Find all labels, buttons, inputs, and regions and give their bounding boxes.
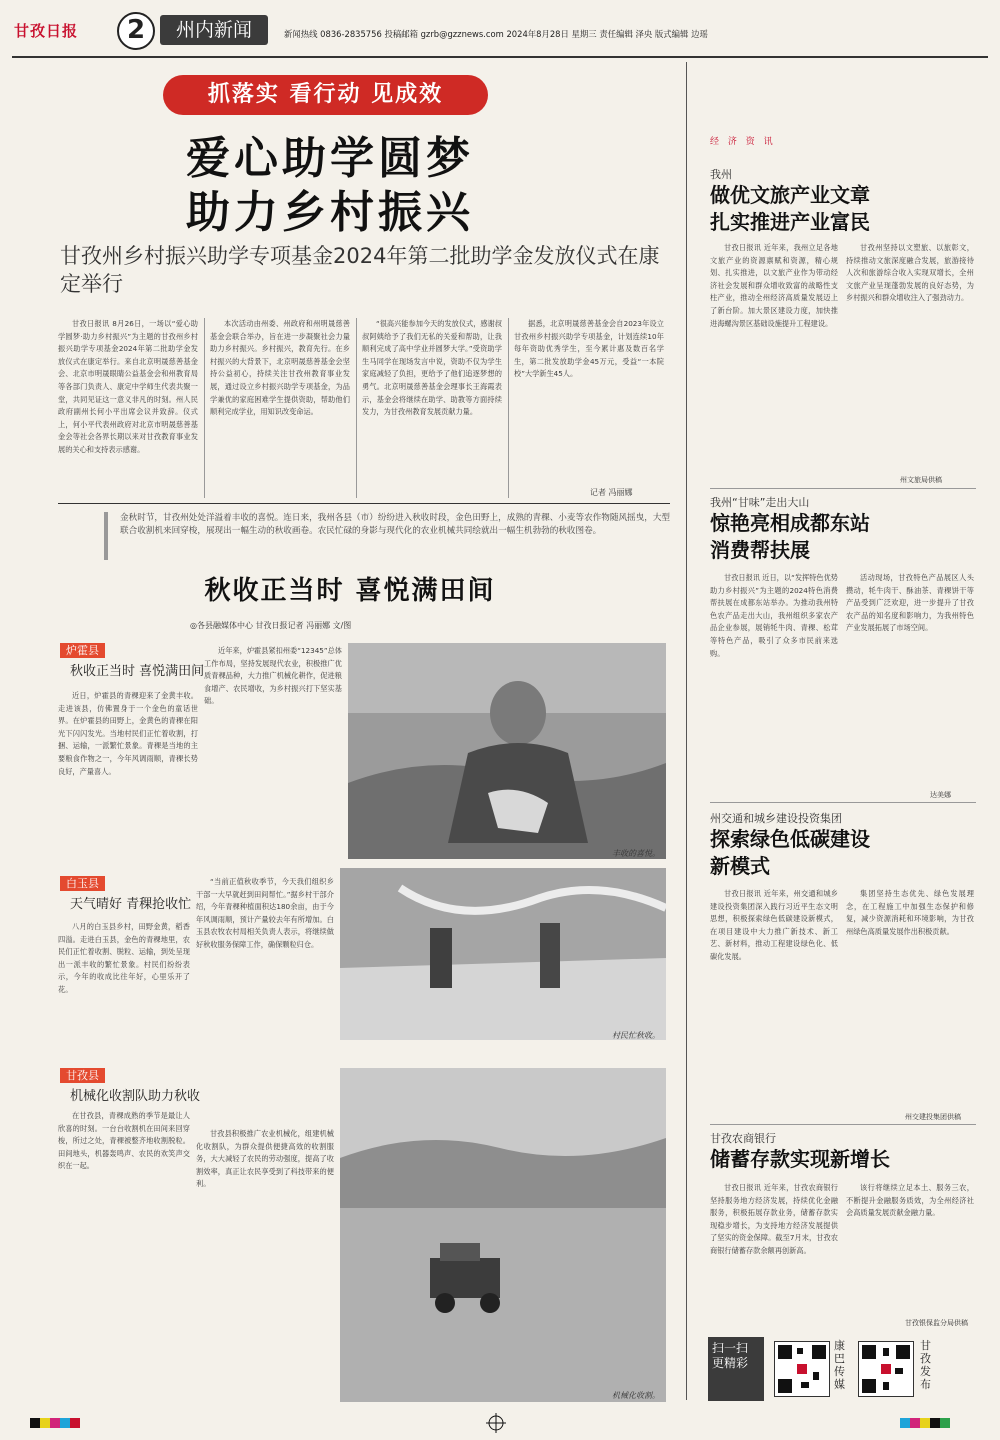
story1-headline-line2: 扎实推进产业富民	[710, 210, 870, 234]
ganzi-column-2: 甘孜县积极推广农业机械化，组建机械化收割队，为群众提供便捷高效的收割服务，大大减轻了农民的劳动强度，提高了收割效率，真正让农民享受到了科技带来的便利。	[196, 1129, 334, 1189]
photo-luhuo-farmer	[348, 643, 666, 859]
quote-mark	[104, 512, 108, 560]
masthead-rule	[12, 56, 988, 58]
page-column-divider	[686, 62, 687, 1400]
campaign-banner: 抓落实 看行动 见成效	[163, 75, 488, 115]
lead-column-1: 甘孜日报讯 8月26日，一场以“爱心助学圆梦·助力乡村振兴”为主题的甘孜州乡村振兴助学专项基金2024年第二批助学金发放仪式在康定举行。来自北京明晟慈善基金会、北京市明晟眼睛公益基金会和州教育局等各部门负责人、康定中学师生代表共聚一堂，共同见证这一意义非凡的时刻。州人民政府副州长何小平出席会议并致辞。仪式上，何小平代表州政府对北京市明晟慈善基金会等社会各界长期以来对甘孜教育事业发展的关心和支持表示感谢。	[58, 319, 198, 454]
story1-column-1: 甘孜日报讯 近年来，我州立足各地文旅产业的资源禀赋和资源，精心规划、扎实推进，以文旅产业作为带动经济社会发展和群众增收致富的战略性支柱产业，推动全州经济高质量发展迈上了新台阶。加大景区建设力度，加快推进海螺沟景区基础设施提升工程建设。	[710, 243, 838, 328]
column-divider	[356, 318, 357, 498]
photo-baiyu-harvest	[340, 868, 666, 1040]
story1-headline	[710, 182, 870, 236]
story1-kicker: 我州	[710, 168, 732, 181]
lead-headline-line1: 爱心助学圆梦	[186, 133, 474, 184]
caption-luhuo: 丰收的喜悦。	[612, 849, 660, 858]
story3-headline-line2: 新模式	[710, 854, 770, 878]
story2-kicker: 我州“甘味”走出大山	[710, 496, 810, 509]
story3-sign: 州交建投集团供稿	[905, 1113, 961, 1121]
qr-code-kangba[interactable]	[774, 1341, 830, 1397]
column-divider	[204, 318, 205, 498]
story3-column-1: 甘孜日报讯 近年来，州交通和城乡建设投资集团深入践行习近平生态文明思想，积极探索绿色低碳建设新模式，在项目建设中大力推广新技术、新工艺、新材料，推动工程建设绿色化、低碳化发展。	[710, 889, 838, 961]
scan-label: 扫一扫 更精彩	[708, 1337, 764, 1401]
story3-column-2: 集团坚持生态优先、绿色发展理念，在工程施工中加强生态保护和修复，减少资源消耗和环境影响，为甘孜州绿色高质量发展作出积极贡献。	[846, 889, 974, 936]
photo-ganzi-harvester	[340, 1068, 666, 1402]
qr2-label: 甘孜发布	[920, 1339, 931, 1391]
section-title: 州内新闻	[160, 15, 268, 45]
luhuo-column-1: 近日，炉霍县的青稞迎来了金黄丰收。走进该县，仿佛置身于一个金色的童话世界。在炉霍县的田野上，金黄色的青稞在阳光下闪闪发光。当地村民们正忙着收割，打捆、运输，一派繁忙景象。青稞是当地的主要粮食作物之一，今年风调雨顺，青稞长势良好，产量喜人。	[58, 691, 198, 776]
county-tag-baiyu: 白玉县	[60, 876, 105, 891]
story4-headline: 储蓄存款实现新增长	[710, 1147, 890, 1171]
ganzi-column-1: 在甘孜县，青稞成熟的季节是最让人欣喜的时刻。一台台收割机在田间来回穿梭，所过之处，青稞被整齐地收割脱粒。田间地头，机器轰鸣声、农民的欢笑声交织在一起。	[58, 1111, 190, 1171]
sidebar-tag: 经 济 资 讯	[710, 137, 776, 147]
baiyu-column-1: 八月的白玉县乡村，田野金黄，稻香四溢。走进白玉县，金色的青稞地里，农民们正忙着收割、脱粒、运输，到处呈现出一派丰收的繁忙景象。村民们纷纷表示，今年的收成比往年好，心里乐开了花。	[58, 922, 190, 994]
baiyu-column-2: “当前正值秋收季节，今天我们组织乡干部一大早就赶到田间帮忙。”据乡村干部介绍，今年青稞种植面积达180余亩，由于今年风调雨顺，预计产量较去年有所增加。白玉县农牧农村局相关负责人表示，将继续做好秋收服务保障工作，确保颗粒归仓。	[196, 877, 334, 949]
story1-sign: 州文旅局供稿	[900, 476, 942, 484]
story3-headline	[710, 826, 870, 880]
qr1-label: 康巴传媒	[834, 1339, 845, 1391]
story4-kicker: 甘孜农商银行	[710, 1132, 776, 1145]
story2-headline-line2: 消费帮扶展	[710, 538, 810, 562]
story3-headline-line1: 探索绿色低碳建设	[710, 827, 870, 851]
masthead-meta: 新闻热线 0836-2835756 投稿邮箱 gzrb@gzznews.com 2024年8月28日 星期三 责任编辑 泽央 版式编辑 边瑶	[284, 29, 708, 39]
county-title-baiyu: 天气晴好 青稞抢收忙	[70, 897, 192, 912]
scan-block	[708, 1337, 988, 1403]
luhuo-column-2: 近年来，炉霍县紧扣州委“12345”总体工作布局，坚持发展现代农业，积极推广优质青稞品种，大力推广机械化耕作，促进粮食增产、农民增收，为乡村振兴打下坚实基础。	[204, 646, 342, 706]
qr-code-ganzi[interactable]	[858, 1341, 914, 1397]
column-divider	[508, 318, 509, 498]
story2-headline-line1: 惊艳亮相成都东站	[710, 511, 870, 535]
lead-headline	[120, 132, 540, 240]
harvest-byline: ◎各县融媒体中心 甘孜日报记者 冯丽娜 文/图	[190, 621, 352, 630]
caption-baiyu: 村民忙秋收。	[612, 1031, 660, 1040]
county-title-ganzi: 机械化收割队助力秋收	[70, 1089, 201, 1104]
newspaper-logo: 甘孜日报	[14, 22, 79, 40]
story-divider	[710, 1124, 976, 1125]
story-divider	[710, 802, 976, 803]
story3-kicker: 州交通和城乡建设投资集团	[710, 812, 842, 825]
harvest-headline: 秋收正当时 喜悦满田间	[204, 576, 496, 606]
story2-column-1: 甘孜日报讯 近日，以“发挥特色优势 助力乡村振兴”为主题的2024特色消费帮扶展在成都东站举办。为推动我州特色农产品走出大山，我州组织多家农产品企业参展，展销牦牛肉、青稞、松茸等特色产品，吸引了众多市民前来选购。	[710, 573, 838, 658]
harvest-intro: 金秋时节，甘孜州处处洋溢着丰收的喜悦。连日来，我州各县（市）纷纷进入秋收时段，金色田野上，成熟的青稞、小麦等农作物随风摇曳，大型联合收割机来回穿梭，展现出一幅生动的秋收画卷。农民忙碌的身影与现代化的农业机械共同绘就出一幅生机勃勃的秋收图卷。	[120, 513, 671, 536]
county-title-luhuo: 秋收正当时 喜悦满田间	[70, 664, 205, 679]
section-divider	[58, 503, 670, 504]
story2-column-2: 活动现场，甘孜特色产品展区人头攒动，牦牛肉干、酥油茶、青稞饼干等产品受到广泛欢迎，进一步提升了甘孜农产品的知名度和影响力，为我州特色产业发展拓展了市场空间。	[846, 573, 974, 633]
story1-headline-line1: 做优文旅产业文章	[710, 183, 870, 207]
story1-column-2: 甘孜州坚持以文塑旅、以旅彰文，持续推动文旅深度融合发展，旅游接待人次和旅游综合收入实现双增长，全州文旅产业呈现蓬勃发展的良好态势，为乡村振兴和群众增收注入了强劲动力。	[846, 243, 974, 303]
lead-subheadline: 甘孜州乡村振兴助学专项基金2024年第二批助学金发放仪式在康定举行	[60, 244, 660, 296]
story4-sign: 甘孜银保监分局供稿	[905, 1319, 968, 1327]
story2-sign: 达美娜	[930, 791, 951, 799]
county-tag-ganzi: 甘孜县	[60, 1068, 105, 1083]
registration-bar	[0, 1410, 1000, 1436]
story-divider	[710, 488, 976, 489]
story4-column-1: 甘孜日报讯 近年来，甘孜农商银行坚持服务地方经济发展，持续优化金融服务，积极拓展存款业务，储蓄存款实现稳步增长，为支持地方经济发展提供了坚实的资金保障。截至7月末，甘孜农商银行储蓄存款余额再创新高。	[710, 1183, 838, 1255]
page-number: 2	[117, 12, 155, 50]
lead-headline-line2: 助力乡村振兴	[186, 187, 474, 238]
story2-headline	[710, 510, 870, 564]
county-tag-luhuo: 炉霍县	[60, 643, 105, 658]
lead-column-2: 本次活动由州委、州政府和州明晟慈善基金会联合举办，旨在进一步凝聚社会力量助力乡村振兴。乡村振兴，教育先行。在乡村振兴的大背景下，北京明晟慈善基金会坚持公益初心，持续关注甘孜州教育事业发展，通过设立乡村振兴助学专项基金，为品学兼优的家庭困难学生提供资助，帮助他们顺利完成学业，用知识改变命运。	[210, 319, 350, 417]
lead-reporter: 记者 冯丽娜	[590, 488, 633, 497]
lead-column-4: 据悉，北京明晟慈善基金会自2023年设立甘孜州乡村振兴助学专项基金，计划连续10年每年资助优秀学生，至今累计惠及数百名学生，第二批发放助学金45万元，受益“一本院校”大学新生45人。	[514, 319, 664, 379]
caption-ganzi: 机械化收割。	[612, 1391, 660, 1400]
lead-column-3: “很高兴能参加今天的发放仪式，感谢叔叔阿姨给予了我们无私的关爱和帮助，让我顺利完成了高中学业并圆梦大学。”受资助学生马同学在现场发言中说，资助不仅为学生家庭减轻了负担，更给予了他们追逐梦想的勇气。北京明晟慈善基金会理事长王海霞表示，基金会将继续在助学、助教等方面持续发力，为甘孜州教育发展贡献力量。	[362, 319, 502, 417]
story4-column-2: 该行将继续立足本土、服务三农，不断提升金融服务质效，为全州经济社会高质量发展贡献金融力量。	[846, 1183, 974, 1218]
